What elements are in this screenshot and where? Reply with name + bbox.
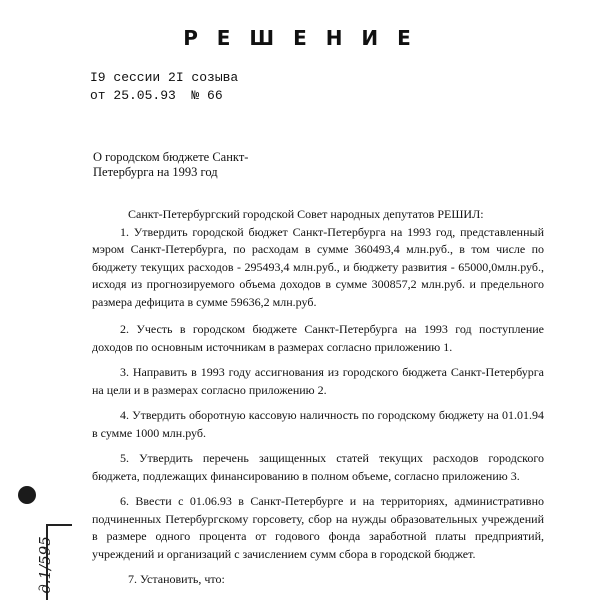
subject-line-1: О городском бюджете Санкт- <box>93 150 249 164</box>
clause-3: 3. Направить в 1993 году ассигнования из городского бюджета Санкт-Петербурга на цели и в размерах согласно приложению 2. <box>92 365 544 397</box>
subject-line-2: Петербурга на 1993 год <box>93 165 218 179</box>
decision-body <box>92 206 544 589</box>
decision-subject <box>93 150 248 180</box>
clause-2: 2. Учесть в городском бюджете Санкт-Петербурга на 1993 год поступление доходов по основным источникам в размерах согласно приложению 1. <box>92 322 544 354</box>
date-number-line: от 25.05.93 № 66 <box>90 88 223 103</box>
preamble: Санкт-Петербургский городской Совет народных депутатов РЕШИЛ: <box>128 207 484 221</box>
handwritten-margin-note: д.1/595 <box>35 536 54 594</box>
clause-4: 4. Утвердить оборотную кассовую наличность по городскому бюджету на 01.01.94 в сумме 1000 млн.руб. <box>92 408 544 440</box>
document-title: Р Е Ш Е Н И Е <box>183 26 417 50</box>
binder-hole-mark <box>18 486 36 504</box>
archive-stamp <box>34 520 72 600</box>
clause-5: 5. Утвердить перечень защищенных статей текущих расходов городского бюджета, подлежащих финансированию в полном объеме, согласно приложению 3. <box>92 451 544 483</box>
clause-7: 7. Установить, что: <box>128 572 225 586</box>
clause-1: 1. Утвердить городской бюджет Санкт-Петербурга на 1993 год, представленный мэром Санкт-Петербурга, по расходам в сумме 360493,4 млн.руб., в том числе по бюджету текущих расходов - 295493,4 млн.руб., и бюджету развития - 65000,0млн.руб., исходя из прогнозируемого объема доходов в сумме 300857,2 млн.руб. и предельного размера дефицита в сумме 59636,2 млн.руб. <box>92 224 544 309</box>
clause-6: 6. Ввести с 01.06.93 в Санкт-Петербурге и на территориях, административно подчиненных Петербургскому горсовету, сбор на нужды образовательных учреждений в размере одного процента от годового фонда заработной платы предприятий, учреждений и организаций с зачислением сумм сбора в городской бюджет. <box>92 494 544 561</box>
session-line: I9 сессии 2I созыва <box>90 70 239 85</box>
